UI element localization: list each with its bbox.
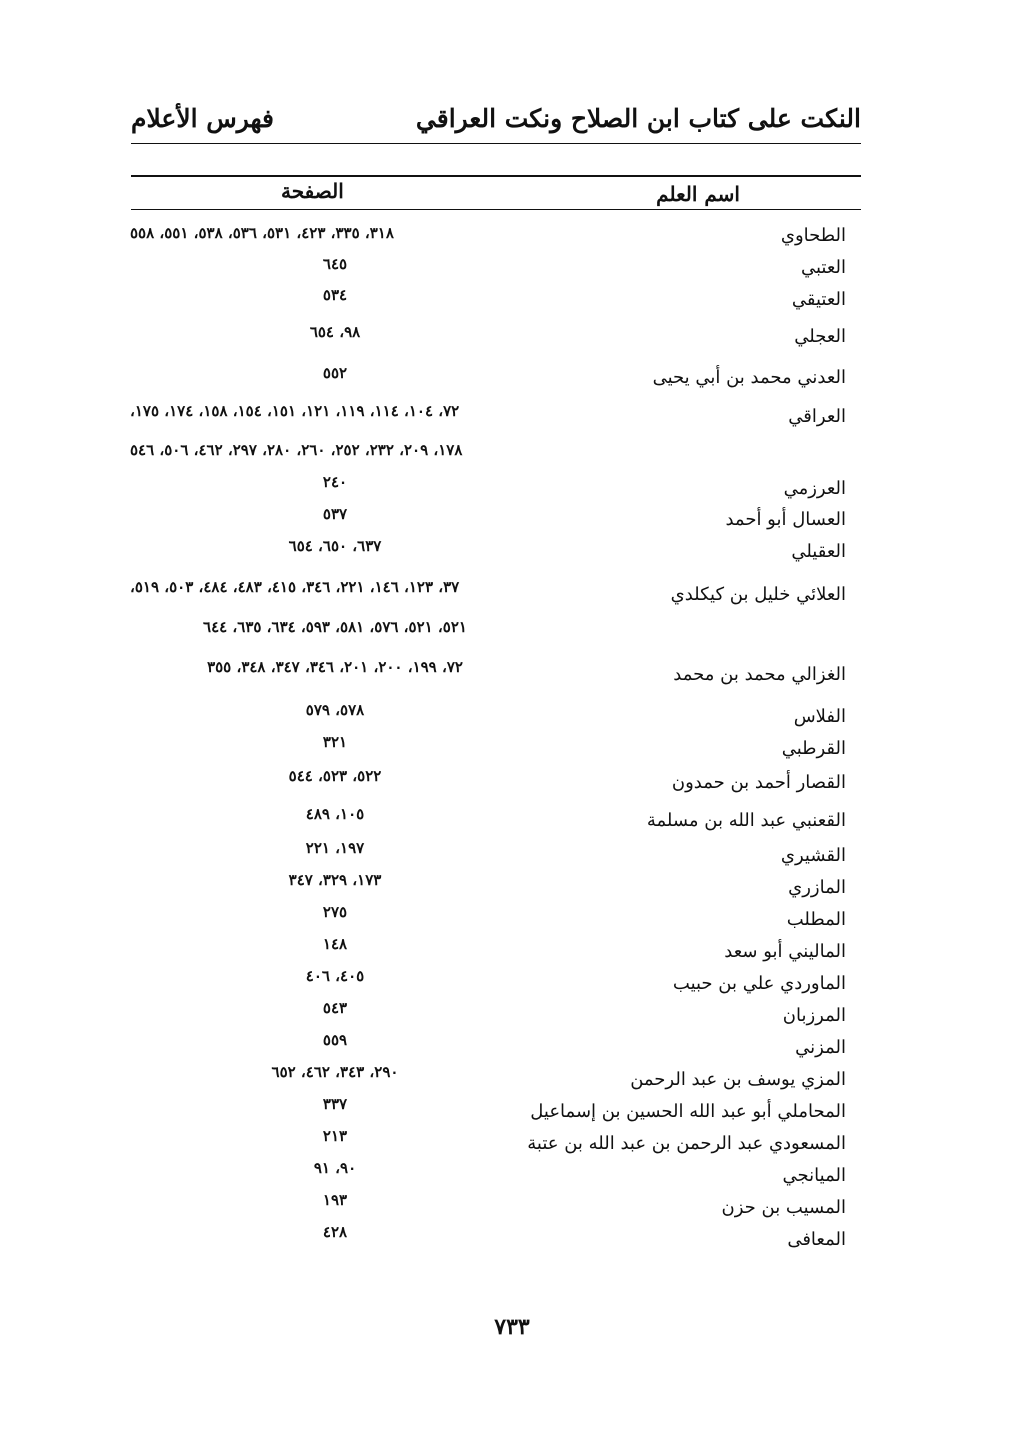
header-rule [131,143,861,144]
column-header-name: اسم العلم [656,182,740,206]
entry-name: القصار أحمد بن حمدون [671,772,846,793]
entry-name: الغزالي محمد بن محمد [673,664,846,685]
entry-pages: ٢٤٠ [322,473,348,491]
entry-name: العدني محمد بن أبي يحيى [652,367,846,388]
page-number: ٧٣٣ [494,1314,530,1340]
entry-name: الماوردي علي بن حبيب [672,973,846,994]
entry-name: العرزمي [783,478,846,499]
column-header-pages: الصفحة [281,179,344,203]
entry-pages: ٦٤٥ [322,255,348,273]
entry-pages-continued: ١٧٨، ٢٠٩، ٢٣٢، ٢٥٢، ٢٦٠، ٢٨٠، ٢٩٧، ٤٦٢، ٥٠٦، ٥٤٦ [130,441,463,459]
entry-pages: ٤٠٥، ٤٠٦ [305,967,365,985]
entry-name: المسيب بن حزن [721,1197,846,1218]
entry-name: الماليني أبو سعد [724,941,846,962]
entry-name: العلائي خليل بن كيكلدي [670,584,846,605]
entry-pages: ٩٠، ٩١ [313,1159,357,1177]
entry-name: الميانجي [782,1165,846,1186]
entry-pages: ١٠٥، ٤٨٩ [305,805,365,823]
entry-pages-continued: ٥٢١، ٥٢١، ٥٧٦، ٥٨١، ٥٩٣، ٦٣٤، ٦٣٥، ٦٤٤ [203,618,467,636]
entry-pages: ٥٤٣ [322,999,348,1017]
entry-name: العراقي [788,406,846,427]
entry-name: المحاملي أبو عبد الله الحسين بن إسماعيل [530,1101,846,1122]
entry-name: العتبي [800,257,846,278]
entry-pages: ٦٣٧، ٦٥٠، ٦٥٤ [288,537,382,555]
entry-name: القعنبي عبد الله بن مسلمة [646,810,846,831]
section-title: فهرس الأعلام [131,104,275,133]
entry-name: المسعودي عبد الرحمن بن عبد الله بن عتبة [527,1133,846,1154]
entry-pages: ٥٧٨، ٥٧٩ [305,701,365,719]
entry-name: العجلي [794,326,846,347]
entry-pages: ٥٣٧ [322,505,348,523]
table-header-rule [131,209,861,210]
entry-name: الفلاس [793,706,846,727]
entry-pages: ١٩٣ [322,1191,348,1209]
entry-pages: ٥٥٢ [322,364,348,382]
entry-pages: ٧٢، ١٩٩، ٢٠٠، ٢٠١، ٣٤٦، ٣٤٧، ٣٤٨، ٣٥٥ [207,658,463,676]
entry-pages: ٩٨، ٦٥٤ [309,323,361,341]
entry-pages: ٣٧، ١٢٣، ١٤٦، ٢٢١، ٣٤٦، ٤١٥، ٤٨٣، ٤٨٤، ٥٠٣، ٥١٩، [130,578,460,596]
entry-name: المطلب [786,909,846,930]
table-top-rule [131,175,861,177]
entry-name: المرزبان [782,1005,846,1026]
entry-name: المعافى [787,1229,846,1250]
entry-name: العسال أبو أحمد [725,509,846,530]
entry-pages: ٥٢٢، ٥٢٣، ٥٤٤ [288,767,382,785]
entry-name: العقيلي [791,541,846,562]
entry-name: العتيقي [791,289,846,310]
entry-pages: ٣٣٧ [322,1095,348,1113]
entry-pages: ٤٢٨ [322,1223,348,1241]
entry-pages: ٣٢١ [322,733,348,751]
entry-pages: ٥٣٤ [322,286,348,304]
entry-pages: ١٧٣، ٣٢٩، ٣٤٧ [288,871,382,889]
entry-pages: ٥٥٩ [322,1031,348,1049]
entry-name: الطحاوي [780,225,846,246]
entry-name: المزني [795,1037,846,1058]
book-title: النكت على كتاب ابن الصلاح ونكت العراقي [415,104,861,133]
entry-pages: ٢٧٥ [322,903,348,921]
entry-name: المازري [788,877,846,898]
entry-name: القرطبي [781,738,846,759]
entry-name: القشيري [780,845,846,866]
entry-pages: ١٤٨ [322,935,348,953]
entry-pages: ١٩٧، ٢٢١ [305,839,365,857]
entry-pages: ٣١٨، ٣٣٥، ٤٢٣، ٥٣١، ٥٣٦، ٥٣٨، ٥٥١، ٥٥٨ [130,224,394,242]
entry-pages: ٧٢، ١٠٤، ١١٤، ١١٩، ١٢١، ١٥١، ١٥٤، ١٥٨، ١٧٤، ١٧٥، [130,402,460,420]
entry-name: المزي يوسف بن عبد الرحمن [630,1069,846,1090]
entry-pages: ٢١٣ [322,1127,348,1145]
entry-pages: ٢٩٠، ٣٤٣، ٤٦٢، ٦٥٢ [271,1063,399,1081]
